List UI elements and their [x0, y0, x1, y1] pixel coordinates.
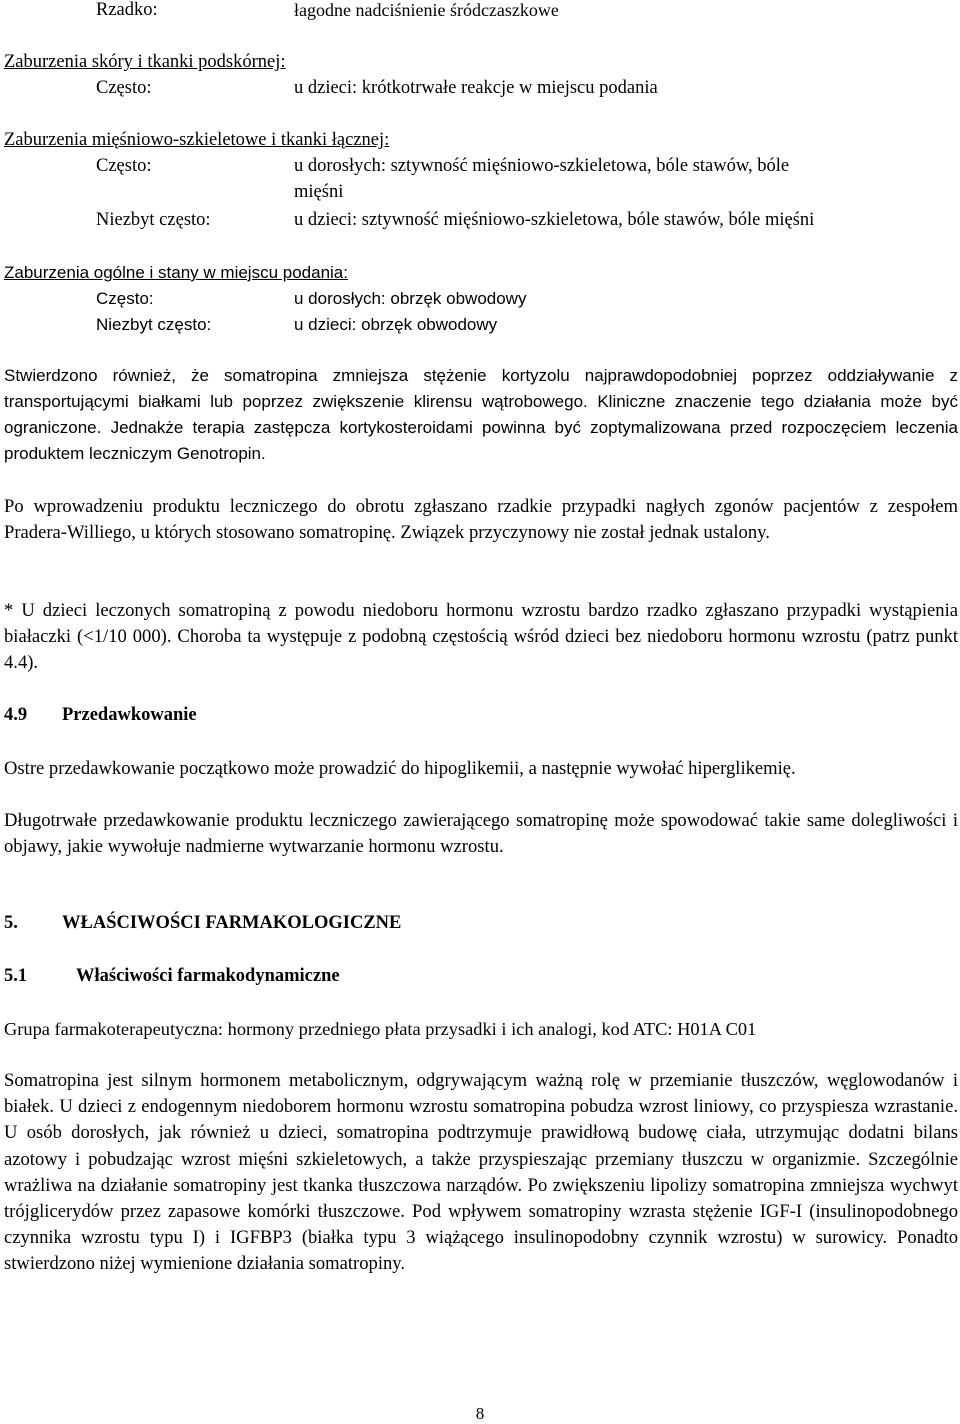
prader-willi-paragraph: Po wprowadzeniu produktu leczniczego do obrotu zgłaszano rzadkie przypadki nagłych zgonów pacjentów z zespołem Pradera-Williego, u których stosowano somatropinę. Związek przyczynowy nie został jednak ustalony.: [4, 496, 958, 544]
frequency-label: Rzadko:: [96, 0, 158, 20]
leukemia-paragraph: * U dzieci leczonych somatropiną z powodu niedoboru hormonu wzrostu bardzo rzadko zgłaszano przypadki wystąpienia białaczki (<1/10 000). Choroba ta występuje z podobną częstością wśród dzieci bez niedoboru hormonu wzrostu (patrz punkt 4.4).: [4, 600, 958, 674]
frequency-value: u dorosłych: sztywność mięśniowo-szkieletowa, bóle stawów, bóle: [294, 156, 790, 176]
frequency-value: u dzieci: sztywność mięśniowo-szkieletowa, bóle stawów, bóle mięśni: [294, 210, 815, 230]
section-title: Właściwości farmakodynamiczne: [76, 966, 340, 986]
section-title: Przedawkowanie: [62, 705, 197, 725]
skin-heading: Zaburzenia skóry i tkanki podskórnej:: [4, 52, 286, 72]
somatropin-paragraph: Somatropina jest silnym hormonem metabolicznym, odgrywającym ważną rolę w przemianie tłuszczów, węglowodanów i białek. U dzieci z endogennym niedoborem hormonu wzrostu somatropina pobudza wzrost liniowy, co przyspiesza wzrastanie. U osób dorosłych, jak również u dzieci, somatropina podtrzymuje prawidłową budowę ciała, utrzymując dodatni bilans azotowy i pobudzając wzrost mięśni szkieletowych, a także przyspieszając przemiany tłuszczu w organizmie. Szczególnie wrażliwa na działanie somatropiny jest tkanka tłuszczowa narządów. Po zwiększeniu lipolizy somatropina zmniejsza wychwyt trójglicerydów przez zapasowe komórki tłuszczowe. Pod wpływem somatropiny wzrasta stężenie IGF-I (insulinopodobnego czynnika wzrostu typu I) i IGFBP3 (białka typu 3 wiążącego insulinopodobny czynnik wzrostu) w surowicy. Ponadto stwierdzono niżej wymienione działania somatropiny.: [4, 1070, 958, 1275]
frequency-label: Niezbyt często:: [96, 315, 212, 334]
frequency-label: Często:: [96, 156, 152, 176]
general-heading: Zaburzenia ogólne i stany w miejscu podania:: [4, 263, 348, 282]
frequency-label: Często:: [96, 78, 152, 98]
frequency-value: u dorosłych: obrzęk obwodowy: [294, 289, 527, 308]
section-number: 5.1: [4, 966, 28, 986]
frequency-value: u dzieci: obrzęk obwodowy: [294, 315, 498, 334]
section-title: WŁAŚCIWOŚCI FARMAKOLOGICZNE: [62, 913, 402, 933]
frequency-value-continued: mięśni: [294, 182, 344, 202]
frequency-label: Często:: [96, 289, 154, 308]
section-number: 4.9: [4, 705, 28, 725]
frequency-label: Niezbyt często:: [96, 210, 211, 230]
frequency-value: u dzieci: krótkotrwałe reakcje w miejscu podania: [294, 78, 658, 98]
musculo-heading: Zaburzenia mięśniowo-szkieletowe i tkanki łącznej:: [4, 130, 390, 150]
overdose-chronic-paragraph: Długotrwałe przedawkowanie produktu leczniczego zawierającego somatropinę może spowodować takie same dolegliwości i objawy, jakie wywołuje nadmierne wytwarzanie hormonu wzrostu.: [4, 810, 958, 858]
section-number: 5.: [4, 913, 18, 933]
cortisol-paragraph: Stwierdzono również, że somatropina zmniejsza stężenie kortyzolu najprawdopodobniej poprzez oddziaływanie z transportującymi białkami lub poprzez zwiększenie klirensu wątrobowego. Kliniczne znaczenie tego działania może być ograniczone. Jednakże terapia zastępcza kortykosteroidami powinna być zoptymalizowana przed rozpoczęciem leczenia produktem leczniczym Genotropin.: [4, 366, 958, 463]
overdose-acute-paragraph: Ostre przedawkowanie początkowo może prowadzić do hipoglikemii, a następnie wywołać hiperglikemię.: [4, 758, 796, 779]
page-number: 8: [475, 1404, 485, 1423]
pharmacotherapeutic-group: Grupa farmakoterapeutyczna: hormony przedniego płata przysadki i ich analogi, kod ATC: H01A C01: [4, 1019, 757, 1039]
frequency-value: łagodne nadciśnienie śródczaszkowe: [294, 0, 559, 20]
